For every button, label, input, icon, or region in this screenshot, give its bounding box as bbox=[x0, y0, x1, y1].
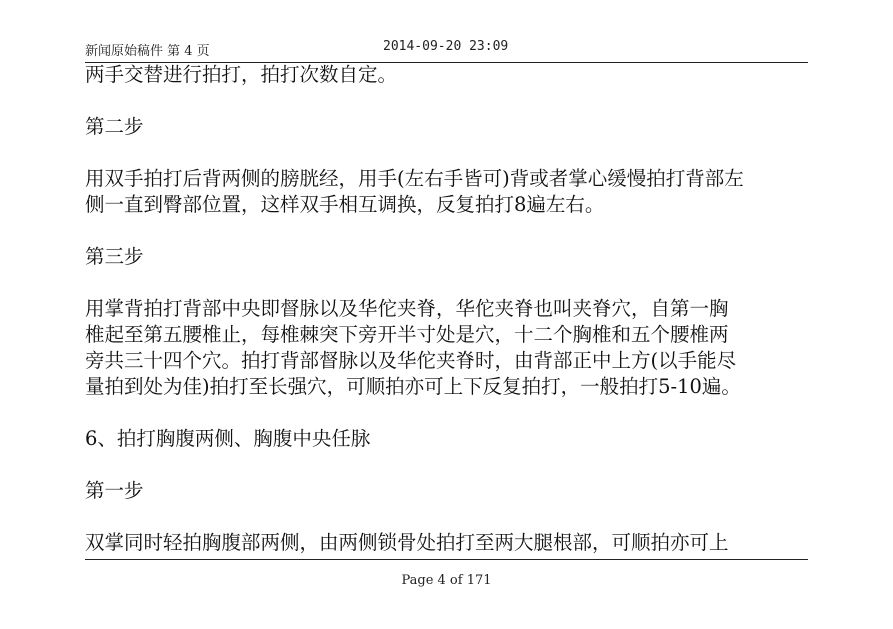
step-2-heading: 第二步 bbox=[85, 115, 144, 138]
paragraph bbox=[85, 296, 808, 400]
step-1-heading: 第一步 bbox=[85, 479, 144, 502]
footer-divider bbox=[85, 559, 808, 560]
article-body bbox=[85, 62, 808, 559]
text-line: 侧一直到臀部位置，这样双手相互调换，反复拍打8遍左右。 bbox=[85, 193, 605, 216]
text-line: 用掌背拍打背部中央即督脉以及华佗夹脊，华佗夹脊也叫夹脊穴，自第一胸 bbox=[85, 297, 729, 320]
text-line: 双掌同时轻拍胸腹部两侧，由两侧锁骨处拍打至两大腿根部，可顺拍亦可上 bbox=[85, 531, 729, 554]
text-line: 两手交替进行拍打，拍打次数自定。 bbox=[85, 63, 398, 86]
header-timestamp: 2014-09-20 23:09 bbox=[383, 39, 509, 54]
text-line: 量拍到处为佳)拍打至长强穴，可顺拍亦可上下反复拍打，一般拍打5-10遍。 bbox=[85, 375, 741, 398]
paragraph bbox=[85, 166, 808, 218]
step-heading bbox=[85, 478, 808, 504]
text-line: 用双手拍打后背两侧的膀胱经，用手(左右手皆可)背或者掌心缓慢拍打背部左 bbox=[85, 167, 744, 190]
paragraph bbox=[85, 530, 808, 556]
page-header bbox=[85, 38, 808, 63]
text-line: 椎起至第五腰椎止，每椎棘突下旁开半寸处是穴，十二个胸椎和五个腰椎两 bbox=[85, 323, 729, 346]
step-3-heading: 第三步 bbox=[85, 245, 144, 268]
document-title: 新闻原始稿件 第 4 页 bbox=[85, 44, 210, 59]
section-heading bbox=[85, 426, 808, 452]
text-line: 旁共三十四个穴。拍打背部督脉以及华佗夹脊时，由背部正中上方(以手能尽 bbox=[85, 349, 737, 372]
section-6-heading: 6、拍打胸腹两侧、胸腹中央任脉 bbox=[85, 427, 371, 450]
step-heading bbox=[85, 244, 808, 270]
step-heading bbox=[85, 114, 808, 140]
page-number: Page 4 of 171 bbox=[401, 573, 492, 588]
paragraph bbox=[85, 62, 808, 88]
